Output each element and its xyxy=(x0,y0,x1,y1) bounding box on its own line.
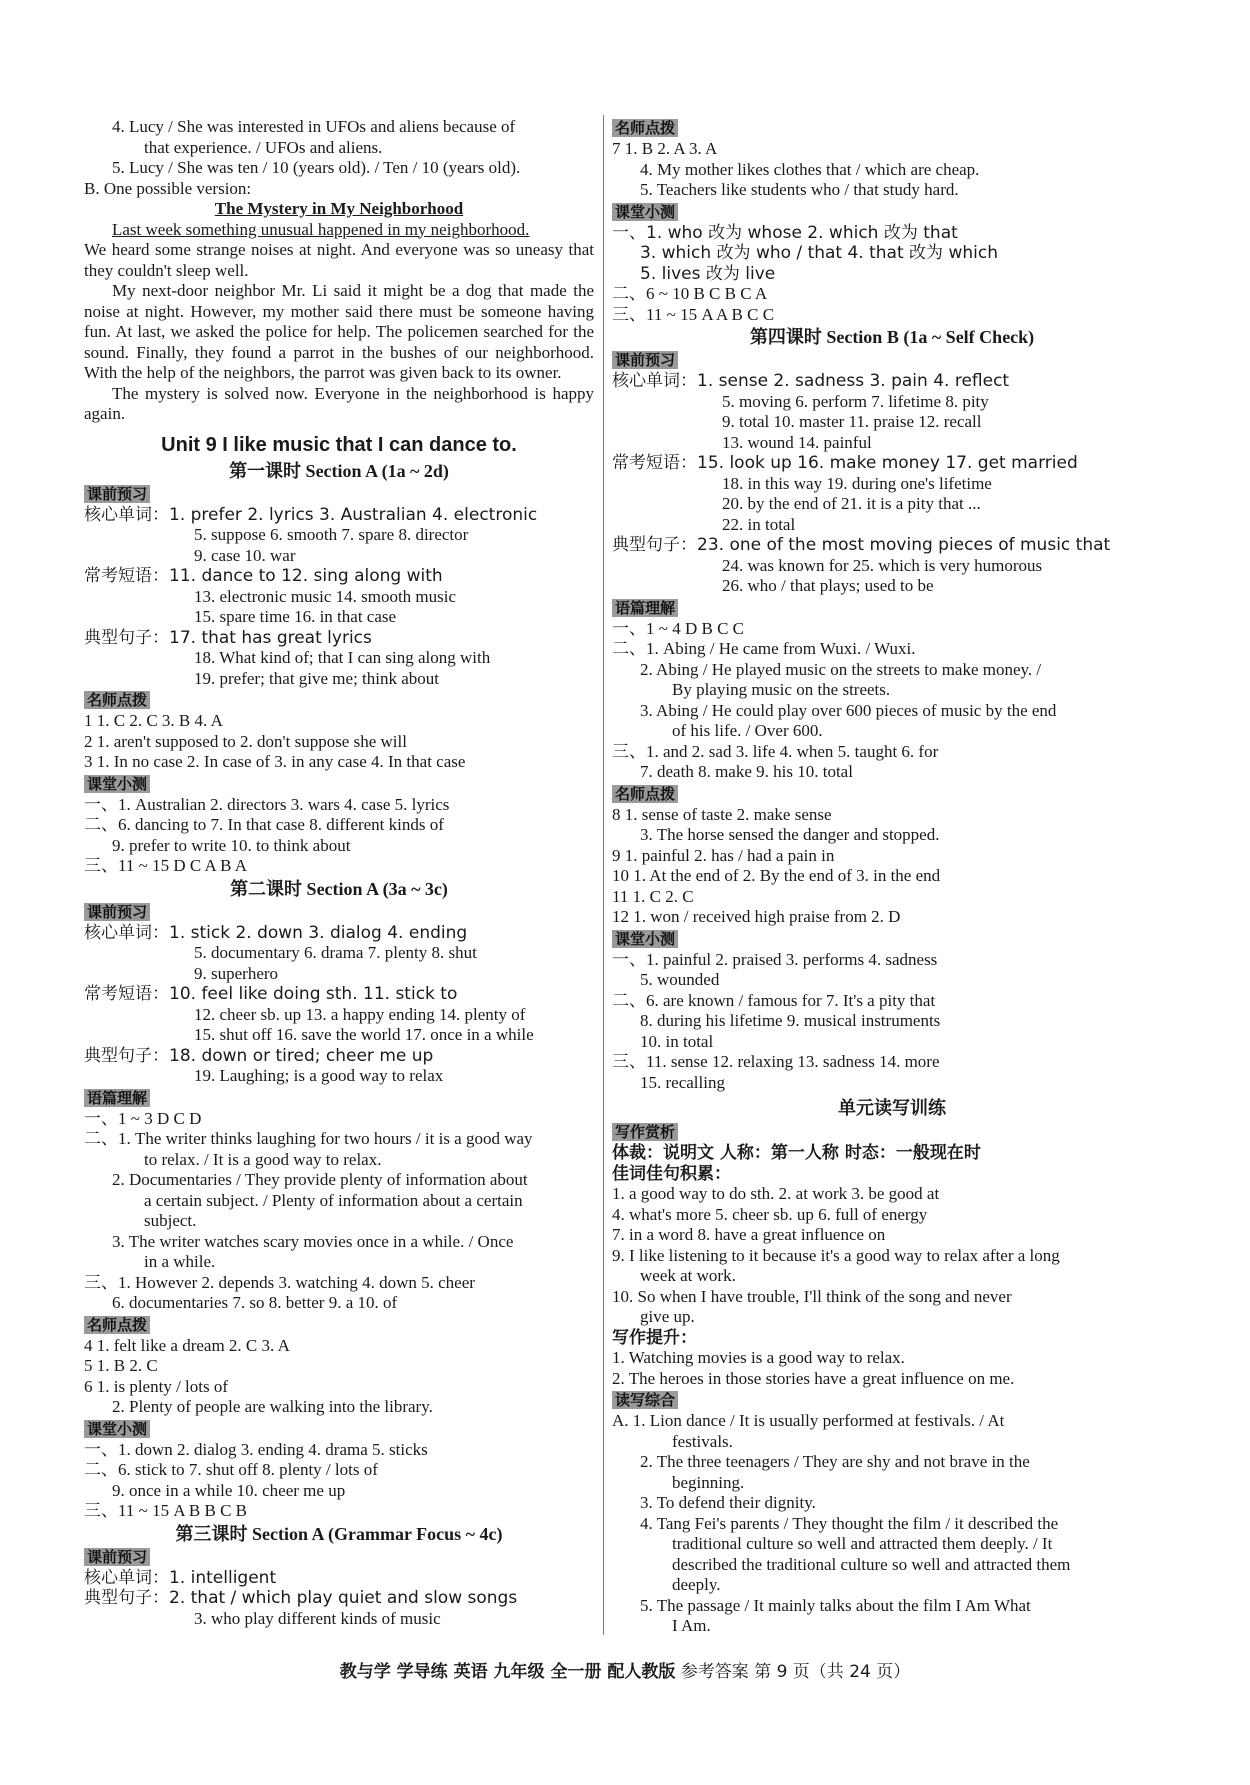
lesson-title: 第一课时 Section A (1a ~ 2d) xyxy=(229,460,449,481)
writing-meta: 体裁：说明文 人称：第一人称 时态：一般现在时 xyxy=(612,1143,981,1163)
answer-line: 10. So when I have trouble, I'll think of the song and never xyxy=(612,1286,1012,1306)
answer-line: 三、1. and 2. sad 3. life 4. when 5. taught 6. for xyxy=(612,741,939,761)
answer-line: 7. death 8. make 9. his 10. total xyxy=(640,762,853,781)
section-tag: 课堂小测 xyxy=(612,930,678,948)
answer-line: 核心单词：1. sense 2. sadness 3. pain 4. reflect xyxy=(612,371,1010,391)
section-tag: 课堂小测 xyxy=(612,203,678,221)
answer-line: By playing music on the streets. xyxy=(672,680,891,699)
answer-line: 4. Tang Fei's parents / They thought the film / it described the xyxy=(640,1513,1059,1533)
answer-line: 5. moving 6. perform 7. lifetime 8. pity xyxy=(722,391,989,411)
answer-line: week at work. xyxy=(640,1266,736,1285)
answer-line: 11 1. C 2. C xyxy=(612,886,694,906)
answer-line: a certain subject. / Plenty of information about a certain xyxy=(144,1190,523,1210)
answer-line: 常考短语：15. look up 16. make money 17. get married xyxy=(612,453,1078,473)
answer-line: deeply. xyxy=(672,1575,721,1594)
unit-title: Unit 9 I like music that I can dance to. xyxy=(161,433,517,456)
section-tag: 名师点拨 xyxy=(612,785,678,803)
answer-line: 一、1. down 2. dialog 3. ending 4. drama 5. sticks xyxy=(84,1439,428,1459)
answer-line: 6 1. is plenty / lots of xyxy=(84,1376,229,1396)
answer-line: 7. in a word 8. have a great influence on xyxy=(612,1225,886,1244)
answer-line: 1. a good way to do sth. 2. at work 3. be good at xyxy=(612,1184,940,1203)
answer-line: 3. who play different kinds of music xyxy=(194,1608,441,1628)
answer-line: 二、6. dancing to 7. In that case 8. different kinds of xyxy=(84,815,444,834)
answer-line: subject. xyxy=(144,1211,197,1230)
answer-line: 5. The passage / It mainly talks about the film I Am What xyxy=(640,1595,1031,1615)
answer-line: 典型句子：18. down or tired; cheer me up xyxy=(84,1045,434,1066)
answer-line: 24. was known for 25. which is very humorous xyxy=(722,555,1043,575)
answer-line: I Am. xyxy=(672,1616,711,1635)
answer-line: 12. cheer sb. up 13. a happy ending 14. plenty of xyxy=(194,1004,526,1024)
essay-paragraph: We heard some strange noises at night. And everyone was so uneasy that they couldn't sleep well. xyxy=(84,240,594,280)
essay-first-sentence: Last week something unusual happened in my neighborhood. xyxy=(112,219,530,239)
answer-line: 典型句子：17. that has great lyrics xyxy=(84,627,372,648)
answer-line: 15. spare time 16. in that case xyxy=(194,607,397,626)
section-tag: 课堂小测 xyxy=(84,775,150,793)
column-divider xyxy=(603,115,604,1635)
answer-line: 2. Abing / He played music on the streets to make money. / xyxy=(640,659,1042,679)
answer-line: 3. The writer watches scary movies once in a while. / Once xyxy=(112,1231,514,1251)
right-column xyxy=(612,117,1172,1637)
section-tag: 名师点拨 xyxy=(612,119,678,137)
answer-line: 二、6 ~ 10 B C B C A xyxy=(612,284,768,303)
answer-line: 18. in this way 19. during one's lifetime xyxy=(722,473,992,493)
answer-line: 二、6. are known / famous for 7. It's a pity that xyxy=(612,990,936,1010)
answer-line: 12 1. won / received high praise from 2. D xyxy=(612,907,901,926)
answer-line: 20. by the end of 21. it is a pity that ... xyxy=(722,494,981,513)
answer-line: to relax. / It is a good way to relax. xyxy=(144,1149,382,1169)
answer-line: 9 1. painful 2. has / had a pain in xyxy=(612,845,835,865)
answer-line: 三、11 ~ 15 A B B C B xyxy=(84,1501,248,1520)
answer-line: 5. wounded xyxy=(640,970,720,989)
section-tag: 读写综合 xyxy=(612,1391,678,1409)
answer-line: 9. total 10. master 11. praise 12. recall xyxy=(722,412,982,431)
section-tag: 写作赏析 xyxy=(612,1123,678,1141)
section-tag: 名师点拨 xyxy=(84,1316,150,1334)
answer-line: 13. wound 14. painful xyxy=(722,432,872,452)
answer-line: 13. electronic music 14. smooth music xyxy=(194,586,457,606)
answer-line: 7 1. B 2. A 3. A xyxy=(612,139,718,158)
answer-line: 2. The three teenagers / They are shy and not brave in the xyxy=(640,1452,1030,1471)
answer-line: 19. Laughing; is a good way to relax xyxy=(194,1066,444,1085)
section-tag: 名师点拨 xyxy=(84,691,150,709)
left-column xyxy=(84,117,594,1629)
answer-line: 三、11 ~ 15 D C A B A xyxy=(84,856,248,875)
answer-line: 3 1. In no case 2. In case of 3. in any case 4. In that case xyxy=(84,752,466,771)
answer-line: 典型句子：23. one of the most moving pieces of music that xyxy=(612,535,1111,555)
section-tag: 课前预习 xyxy=(612,351,678,369)
answer-line: 5. documentary 6. drama 7. plenty 8. shut xyxy=(194,943,477,962)
answer-line: 核心单词：1. intelligent xyxy=(84,1567,277,1588)
answer-line: 4. My mother likes clothes that / which are cheap. xyxy=(640,159,980,179)
answer-line: 9. prefer to write 10. to think about xyxy=(112,835,351,855)
answer-line: 3. which 改为 who / that 4. that 改为 which xyxy=(640,243,998,263)
essay-title: The Mystery in My Neighborhood xyxy=(214,199,464,218)
answer-line: 一、1. who 改为 whose 2. which 改为 that xyxy=(612,222,958,243)
answer-line: 一、1 ~ 3 D C D xyxy=(84,1108,202,1128)
answer-line: 3. Abing / He could play over 600 pieces of music by the end xyxy=(640,700,1057,720)
answer-line: 26. who / that plays; used to be xyxy=(722,576,934,595)
answer-line: 1 1. C 2. C 3. B 4. A xyxy=(84,711,223,730)
answer-line: 9. case 10. war xyxy=(194,545,296,565)
answer-line: 8 1. sense of taste 2. make sense xyxy=(612,804,832,824)
lesson-title: 第三课时 Section A (Grammar Focus ~ 4c) xyxy=(175,1523,503,1544)
answer-line: 18. What kind of; that I can sing along with xyxy=(194,648,491,667)
answer-line: traditional culture so well and attracted them deeply. / It xyxy=(672,1534,1053,1553)
answer-line: 核心单词：1. stick 2. down 3. dialog 4. ending xyxy=(84,922,468,943)
answer-line: 常考短语：10. feel like doing sth. 11. stick to xyxy=(84,984,458,1004)
answer-line: 4 1. felt like a dream 2. C 3. A xyxy=(84,1335,290,1355)
section-tag: 课前预习 xyxy=(84,1548,150,1566)
answer-line: 三、11. sense 12. relaxing 13. sadness 14. more xyxy=(612,1052,940,1071)
answer-line: 9. I like listening to it because it's a good way to relax after a long xyxy=(612,1245,1060,1265)
answer-line: 2. Documentaries / They provide plenty of information about xyxy=(112,1170,528,1189)
answer-line: 5. suppose 6. smooth 7. spare 8. director xyxy=(194,525,469,544)
answer-line: 1. Watching movies is a good way to relax. xyxy=(612,1348,905,1367)
answer-line: 9. superhero xyxy=(194,963,279,983)
answer-line: 5. Teachers like students who / that study hard. xyxy=(640,180,959,199)
footer-page-info: 参考答案 第 9 页（共 24 页） xyxy=(680,1662,911,1682)
answer-line: 5 1. B 2. C xyxy=(84,1356,158,1375)
answer-line: give up. xyxy=(640,1307,695,1326)
answer-line: 15. shut off 16. save the world 17. once in a while xyxy=(194,1025,534,1044)
answer-line: beginning. xyxy=(672,1472,745,1492)
essay-paragraph: The mystery is solved now. Everyone in the neighborhood is happy again. xyxy=(84,383,594,423)
answer-line: 15. recalling xyxy=(640,1072,725,1092)
section-tag: 语篇理解 xyxy=(84,1089,150,1107)
section-tag: 课前预习 xyxy=(84,903,150,921)
answer-line: 二、1. Abing / He came from Wuxi. / Wuxi. xyxy=(612,639,916,658)
improve-label: 写作提升： xyxy=(612,1327,697,1348)
answer-line: A. 1. Lion dance / It is usually performed at festivals. / At xyxy=(612,1411,1005,1430)
answer-line: 一、1 ~ 4 D B C C xyxy=(612,618,744,638)
answer-line: 4. what's more 5. cheer sb. up 6. full of energy xyxy=(612,1204,928,1224)
answer-line: 22. in total xyxy=(722,514,796,534)
answer-line: B. One possible version: xyxy=(84,178,252,198)
answer-line: 10. in total xyxy=(640,1031,714,1051)
page-footer xyxy=(0,1657,1250,1682)
section-tag: 课前预习 xyxy=(84,485,150,503)
answer-line: 9. once in a while 10. cheer me up xyxy=(112,1480,346,1500)
lesson-title: 第二课时 Section A (3a ~ 3c) xyxy=(230,878,448,899)
answer-line: 4. Lucy / She was interested in UFOs and aliens because of xyxy=(112,117,516,136)
essay-paragraph: My next-door neighbor Mr. Li said it might be a dog that made the noise at night. However, my mother said there must be someone having fun. At last, we asked the police for help. The policemen searched for the sound. Finally, they found a parrot in the bushes of our neighborhood. With the help of the neighbors, the parrot was given back to its owner. xyxy=(84,281,594,382)
answer-line: 一、1. painful 2. praised 3. performs 4. sadness xyxy=(612,949,938,969)
answer-line: 5. Lucy / She was ten / 10 (years old). / Ten / 10 (years old). xyxy=(112,158,521,177)
answer-line: 3. To defend their dignity. xyxy=(640,1493,816,1512)
good-words-label: 佳词佳句积累： xyxy=(612,1163,731,1184)
answer-line: 8. during his lifetime 9. musical instruments xyxy=(640,1011,941,1030)
section-tag: 课堂小测 xyxy=(84,1420,150,1438)
section-tag: 语篇理解 xyxy=(612,599,678,617)
footer-book-title: 教与学 学导练 英语 九年级 全一册 配人教版 xyxy=(339,1662,676,1682)
answer-line: described the traditional culture so well and attracted them xyxy=(672,1554,1071,1574)
answer-line: 二、1. The writer thinks laughing for two hours / it is a good way xyxy=(84,1129,533,1148)
answer-line: 2. Plenty of people are walking into the library. xyxy=(112,1397,433,1416)
answer-line: 19. prefer; that give me; think about xyxy=(194,668,440,688)
answer-line: 常考短语：11. dance to 12. sing along with xyxy=(84,566,443,586)
answer-line: 三、11 ~ 15 A A B C C xyxy=(612,304,775,324)
unit-rw-title: 单元读写训练 xyxy=(838,1098,946,1119)
answer-line: 10 1. At the end of 2. By the end of 3. in the end xyxy=(612,866,941,885)
answer-line: 6. documentaries 7. so 8. better 9. a 10. of xyxy=(112,1293,398,1312)
answer-line: 核心单词：1. prefer 2. lyrics 3. Australian 4. electronic xyxy=(84,504,538,525)
answer-line: 典型句子：2. that / which play quiet and slow songs xyxy=(84,1588,518,1608)
answer-line: that experience. / UFOs and aliens. xyxy=(144,137,383,157)
lesson-title: 第四课时 Section B (1a ~ Self Check) xyxy=(749,327,1035,347)
answer-line: 5. lives 改为 live xyxy=(640,263,776,284)
answer-line: 3. The horse sensed the danger and stopped. xyxy=(640,825,940,844)
answer-line: festivals. xyxy=(672,1431,733,1451)
answer-line: of his life. / Over 600. xyxy=(672,721,823,740)
answer-line: 二、6. stick to 7. shut off 8. plenty / lots of xyxy=(84,1460,378,1479)
answer-line: 2. The heroes in those stories have a great influence on me. xyxy=(612,1368,1015,1388)
answer-line: 2 1. aren't supposed to 2. don't suppose she will xyxy=(84,731,407,751)
answer-line: in a while. xyxy=(144,1252,216,1271)
answer-line: 一、1. Australian 2. directors 3. wars 4. case 5. lyrics xyxy=(84,794,450,814)
answer-line: 三、1. However 2. depends 3. watching 4. down 5. cheer xyxy=(84,1272,475,1292)
